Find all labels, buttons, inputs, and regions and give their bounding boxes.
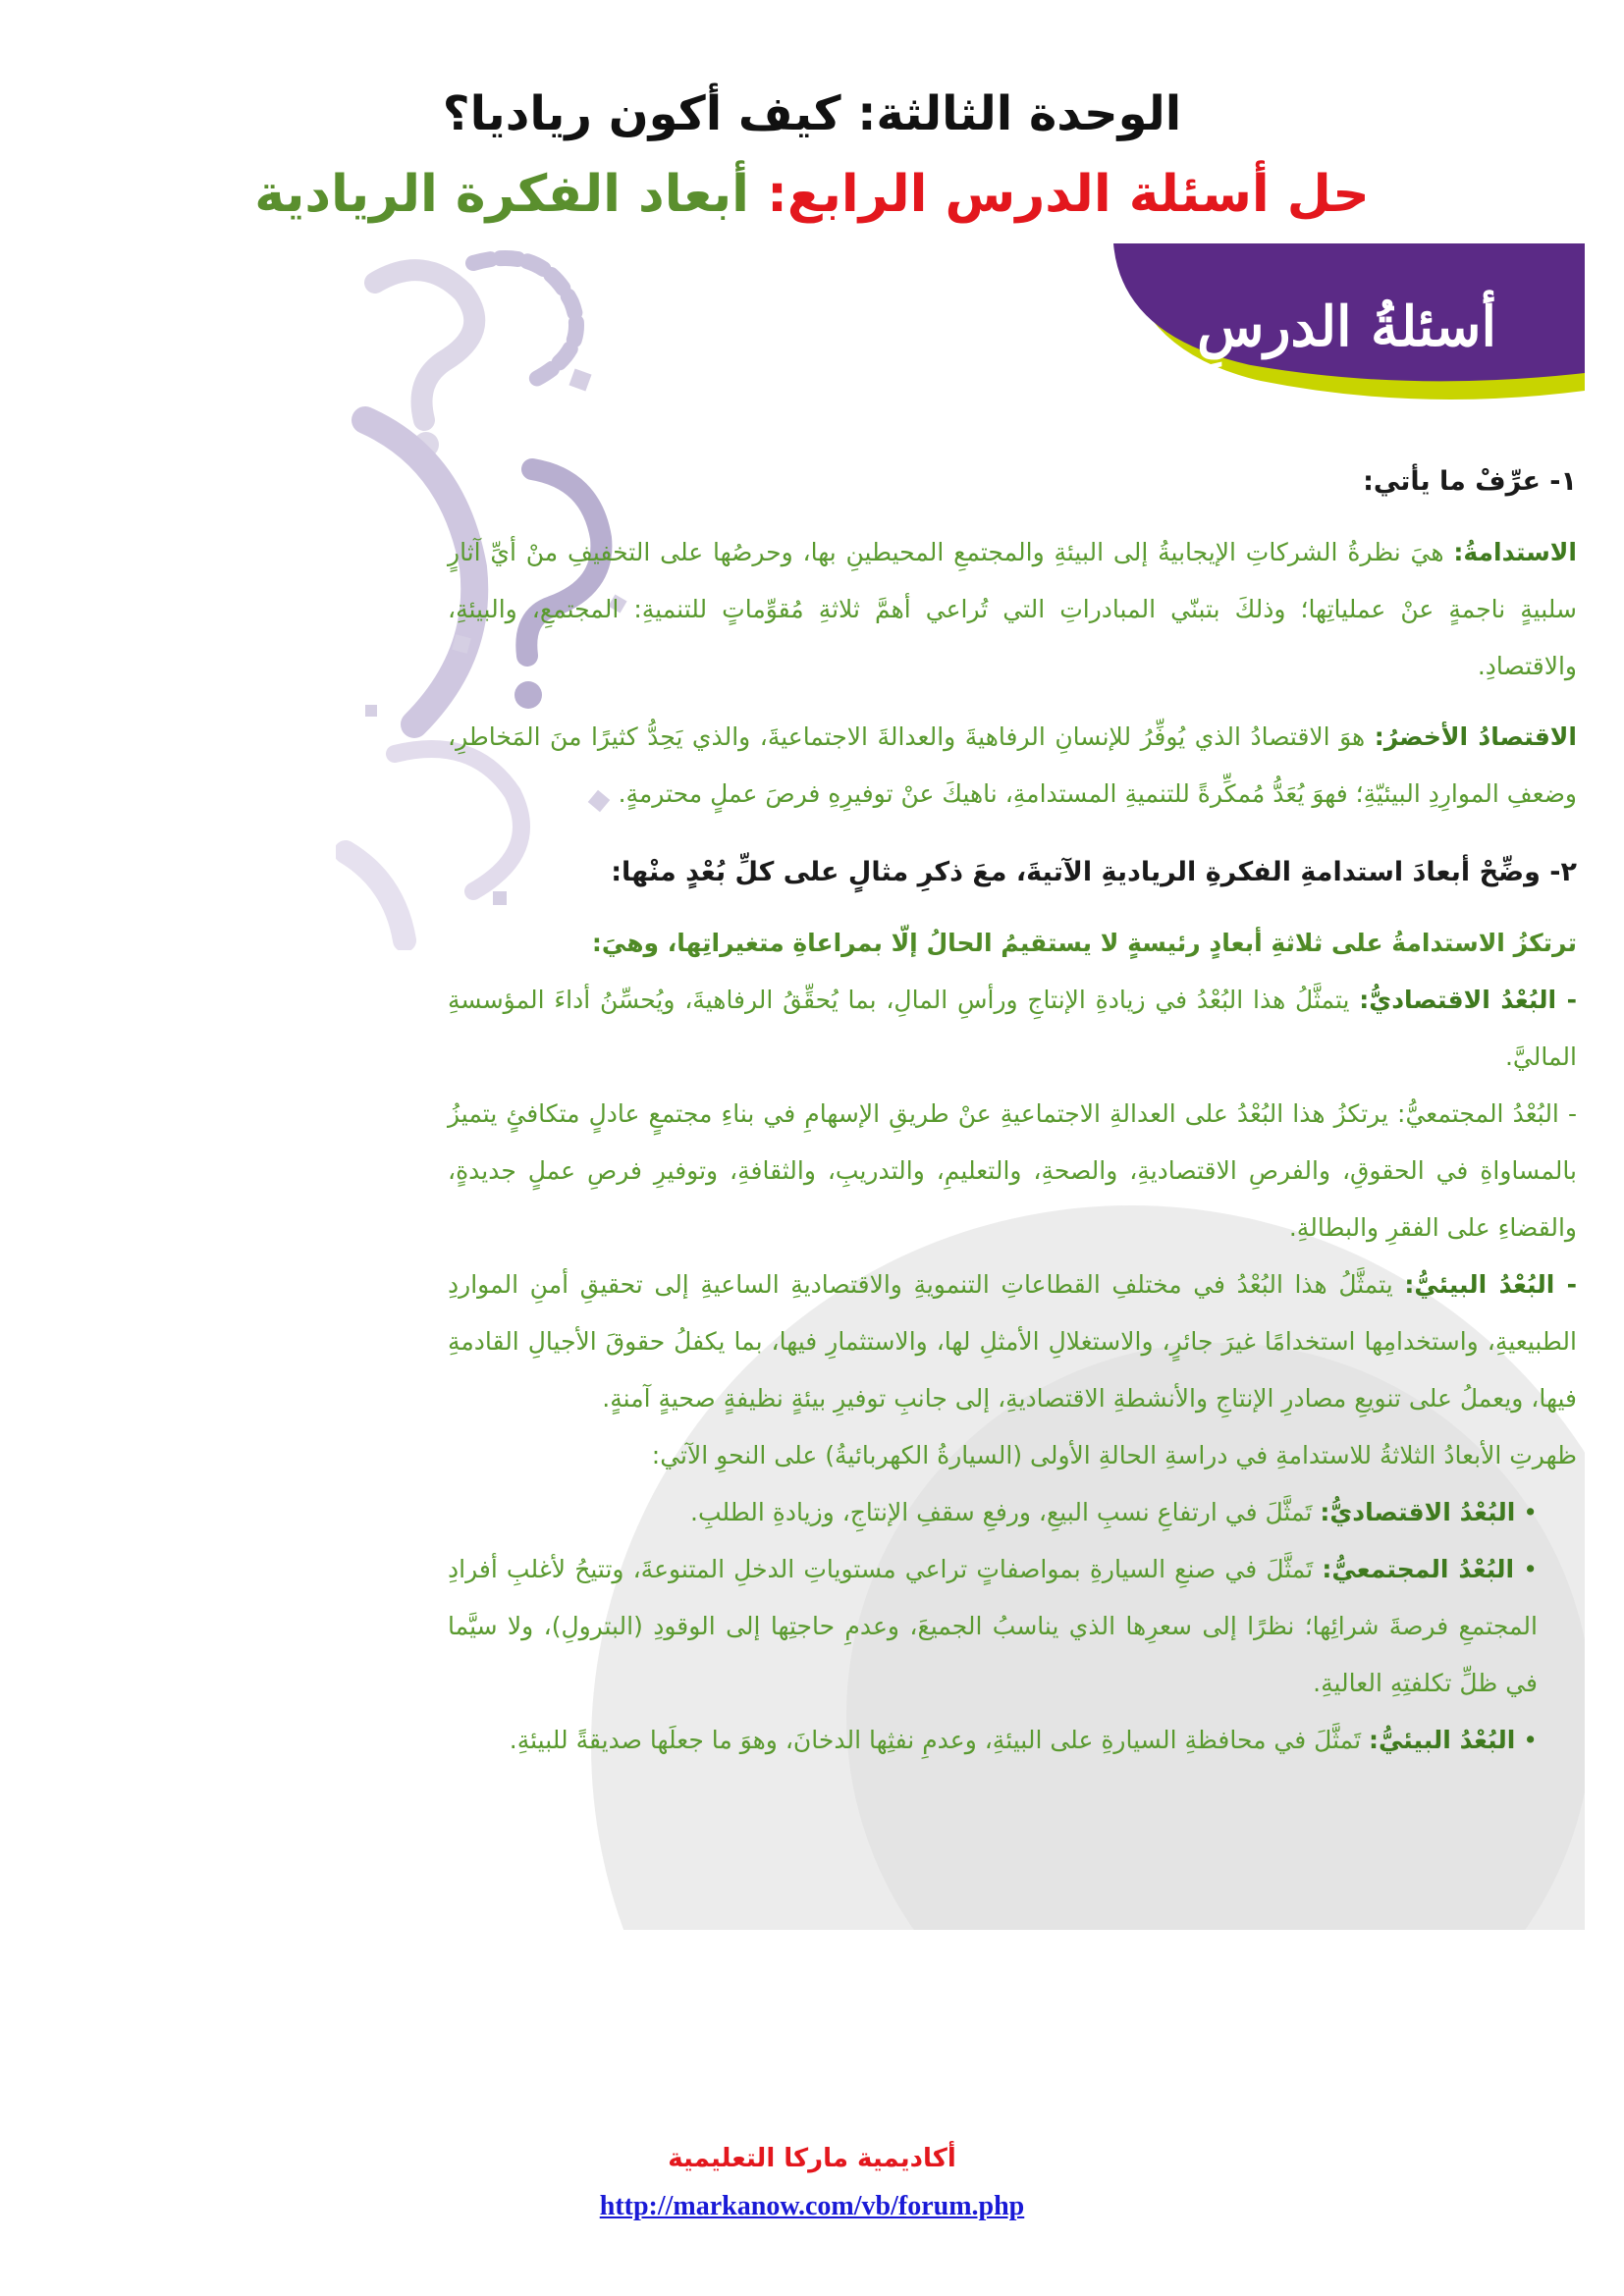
case-term: البُعْدُ المجتمعيُّ: xyxy=(1322,1555,1515,1583)
subtitle-lesson: حل أسئلة الدرس الرابع: xyxy=(767,165,1370,224)
case-study-list xyxy=(448,1484,1577,1769)
case-term: البُعْدُ الاقتصاديُّ: xyxy=(1320,1498,1516,1526)
dimension-term: - البُعْدُ المجتمعيُّ: xyxy=(1397,1099,1577,1128)
definition-text: هوَ الاقتصادُ الذي يُوفِّرُ للإنسانِ الرفاهيةَ والعدالةَ الاجتماعيةَ، والذي يَحِدُّ كثيرًا منَ المَخاطرِ، وضعفِ الموارِدِ البيئيّةِ؛ فهوَ يُعَدُّ مُمكِّرةً للتنميةِ المستدامةِ، ناهيكَ عنْ توفيرِهِ فرصَ عملٍ محترمةٍ. xyxy=(448,722,1577,808)
case-text: تَمثَّلَ في صنعِ السيارةِ بمواصفاتٍ تراعي مستوياتِ الدخلِ المتنوعةَ، وتتيحُ لأغلبِ أفرادِ المجتمعِ فرصةَ شرائِها؛ نظرًا إلى سعرِها الذي يناسبُ الجميعَ، وعدمِ حاجتِها إلى الوقودِ (البترولِ)، ولا سيَّما في ظلِّ تكلفتِهِ العاليةِ. xyxy=(448,1555,1538,1697)
case-text: تَمثَّلَ في محافظةِ السيارةِ على البيئةِ، وعدمِ نفثِها الدخانَ، وهوَ ما جعلَها صديقةً للبيئةِ. xyxy=(509,1726,1362,1754)
page-subtitle xyxy=(0,165,1624,224)
dimension-text: يتمثَّلُ هذا البُعْدُ في مختلفِ القطاعاتِ التنمويةِ والاقتصاديةِ الساعيةِ إلى تحقيقِ أمنِ المواردِ الطبيعيةِ، واستخدامِها استخدامًا غيرَ جائرٍ، والاستغلالِ الأمثلِ لها، والاستثمارِ فيها، بما يكفلُ حقوقَ الأجيالِ القادمةِ فيها، ويعملُ على تنويعِ مصادرِ الإنتاجِ والأنشطةِ الاقتصاديةِ، إلى جانبِ توفيرِ بيئةٍ نظيفةٍ صحيةٍ آمنةٍ. xyxy=(448,1270,1577,1413)
definition-sustainability xyxy=(448,524,1577,695)
definition-term: الاقتصادُ الأخضرُ: xyxy=(1374,722,1577,751)
lesson-content xyxy=(448,454,1577,1769)
textbook-page xyxy=(336,243,1585,1930)
question-2-title: ٢- وضِّحْ أبعادَ استدامةِ الفكرةِ الرياديةِ الآتيةَ، معَ ذكرِ مثالٍ على كلِّ بُعْدٍ منْها: xyxy=(611,857,1577,887)
list-item xyxy=(448,1712,1538,1769)
footer-forum-link[interactable]: http://markanow.com/vb/forum.php xyxy=(599,2191,1025,2221)
case-text: تَمثَّلَ في ارتفاعِ نسبِ البيعِ، ورفعِ سقفِ الإنتاجِ، وزيادةِ الطلبِ. xyxy=(690,1498,1313,1526)
answer-intro: ترتكزُ الاستدامةُ على ثلاثةِ أبعادٍ رئيسةٍ لا يستقيمُ الحالُ إلّا بمراعاةِ متغيراتِها، وهيَ: xyxy=(591,929,1577,957)
dimension-economic xyxy=(448,972,1577,1086)
dimension-text: يرتكزُ هذا البُعْدُ على العدالةِ الاجتماعيةِ عنْ طريقِ الإسهامِ في بناءِ مجتمعٍ عادلٍ متكافئٍ يتميزُ بالمساواةِ في الحقوقِ، والفرصِ الاقتصاديةِ، والصحةِ، والتعليمِ، والتدريبِ، والثقافةِ، وتوفيرِ فرصِ عملٍ جديدةٍ، والقضاءِ على الفقرِ والبطالةِ. xyxy=(448,1099,1577,1242)
dimension-text: يتمثَّلُ هذا البُعْدُ في زيادةِ الإنتاجِ ورأسِ المالِ، بما يُحقِّقُ الرفاهيةَ، ويُحسِّنُ أداءَ المؤسسةِ الماليَّ. xyxy=(448,986,1577,1071)
case-study-intro: ظهرتِ الأبعادُ الثلاثةُ للاستدامةِ في دراسةِ الحالةِ الأولى (السيارةُ الكهربائيةُ) على النحوِ الآتي: xyxy=(651,1441,1577,1469)
page-title: الوحدة الثالثة: كيف أكون رياديا؟ xyxy=(442,86,1182,141)
question-1-title: ١- عرِّفْ ما يأتي: xyxy=(1363,466,1577,497)
list-item xyxy=(448,1541,1538,1712)
definition-term: الاستدامةُ: xyxy=(1453,538,1577,566)
dimension-term: - البُعْدُ البيئيُّ: xyxy=(1404,1270,1578,1299)
dimension-environmental xyxy=(448,1256,1577,1427)
case-term: البُعْدُ البيئيُّ: xyxy=(1369,1726,1516,1754)
dimension-term: - البُعْدُ الاقتصاديُّ: xyxy=(1359,986,1577,1014)
banner-title: أسئلةُ الدرسِ xyxy=(1197,294,1496,359)
definition-text: هيَ نظرةُ الشركاتِ الإيجابيةُ إلى البيئةِ والمجتمعِ المحيطينِ بها، وحرصُها على التخفيفِ منْ أيِّ آثارٍ سلبيةٍ ناجمةٍ عنْ عملياتِها؛ وذلكَ بتبنّي المبادراتِ التي تُراعي أهمَّ ثلاثةِ مُقوِّماتٍ للتنميةِ: المجتمعِ، والبيئةِ، والاقتصادِ. xyxy=(448,538,1577,680)
subtitle-topic: أبعاد الفكرة الريادية xyxy=(254,165,749,224)
list-item xyxy=(448,1484,1538,1541)
dimension-social xyxy=(448,1086,1577,1256)
footer-academy-name: أكاديمية ماركا التعليمية xyxy=(668,2144,956,2173)
definition-green-economy xyxy=(448,709,1577,823)
